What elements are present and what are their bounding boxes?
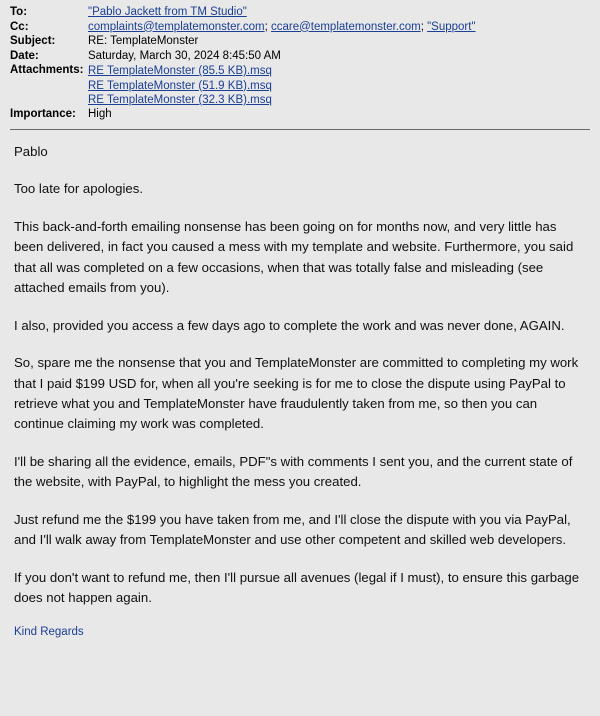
body-paragraph-1: Too late for apologies.: [14, 181, 144, 197]
header-row-date: [10, 50, 590, 65]
email-body: [10, 142, 590, 609]
header-row-importance: [10, 108, 590, 123]
cc-recipient-link-1[interactable]: complaints@templatemonster.com: [88, 20, 265, 33]
attachments-value: [88, 64, 590, 108]
body-paragraph-5: I'll be sharing all the evidence, emails, PDF"s with comments I sent you, and the current state of the website, with PayPal, to highlight the mess you created.: [14, 453, 573, 490]
header-row-to: [10, 6, 590, 21]
header-row-attachments: [10, 64, 590, 108]
attachment-link-2[interactable]: RE TemplateMonster (51.9 KB).msq: [88, 79, 272, 92]
subject-label: Subject:: [10, 35, 56, 48]
date-label: Date:: [10, 49, 39, 62]
body-paragraph-7: If you don't want to refund me, then I'll pursue all avenues (legal if I must), to ensure this garbage does not happen again.: [14, 569, 580, 606]
header-row-cc: [10, 21, 590, 36]
cc-separator-1: ;: [264, 20, 271, 33]
attachments-label: Attachments:: [10, 64, 84, 77]
importance-label: Importance:: [10, 108, 76, 121]
cc-value: [88, 21, 590, 36]
header-divider: [10, 129, 590, 130]
date-value: Saturday, March 30, 2024 8:45:50 AM: [88, 49, 281, 62]
cc-recipient-link-3[interactable]: "Support": [427, 20, 476, 33]
header-row-subject: [10, 35, 590, 50]
body-paragraph-4: So, spare me the nonsense that you and TemplateMonster are committed to completing my work that I paid $199 USD for, when all you're seeking is for me to close the dispute using PayPal to retrieve what you and TemplateMonster have fraudulently taken from me, so then you can continue claiming my work was completed.: [14, 355, 579, 432]
to-label: To:: [10, 6, 28, 18]
subject-value: RE: TemplateMonster: [88, 35, 199, 48]
body-paragraph-3: I also, provided you access a few days ago to complete the work and was never done, AGAIN.: [14, 317, 565, 333]
attachment-link-1[interactable]: RE TemplateMonster (85.5 KB).msq: [88, 65, 272, 78]
cc-recipient-link-2[interactable]: ccare@templatemonster.com: [270, 20, 421, 33]
email-header-fields: [10, 6, 590, 123]
to-value: [88, 6, 590, 21]
importance-value: High: [88, 108, 112, 121]
body-paragraph-6: Just refund me the $199 you have taken from me, and I'll close the dispute with you via PayPal, and I'll walk away from TemplateMonster and use other competent and skilled web developers.: [14, 511, 571, 548]
cc-label: Cc:: [10, 20, 29, 33]
attachment-link-3[interactable]: RE TemplateMonster (32.3 KB).msq: [88, 94, 272, 106]
body-greeting: Pablo: [14, 143, 48, 159]
cc-separator-2: ;: [420, 20, 428, 33]
email-signoff: Kind Regards: [14, 625, 84, 638]
to-recipient-link[interactable]: "Pablo Jackett from TM Studio": [88, 6, 247, 18]
body-paragraph-2: This back-and-forth emailing nonsense has been going on for months now, and very little has been delivered, in fact you caused a mess with my template and website. Furthermore, you said that all was completed on a few occasions, when that was totally false and misleading (see attached emails from you).: [14, 218, 574, 296]
